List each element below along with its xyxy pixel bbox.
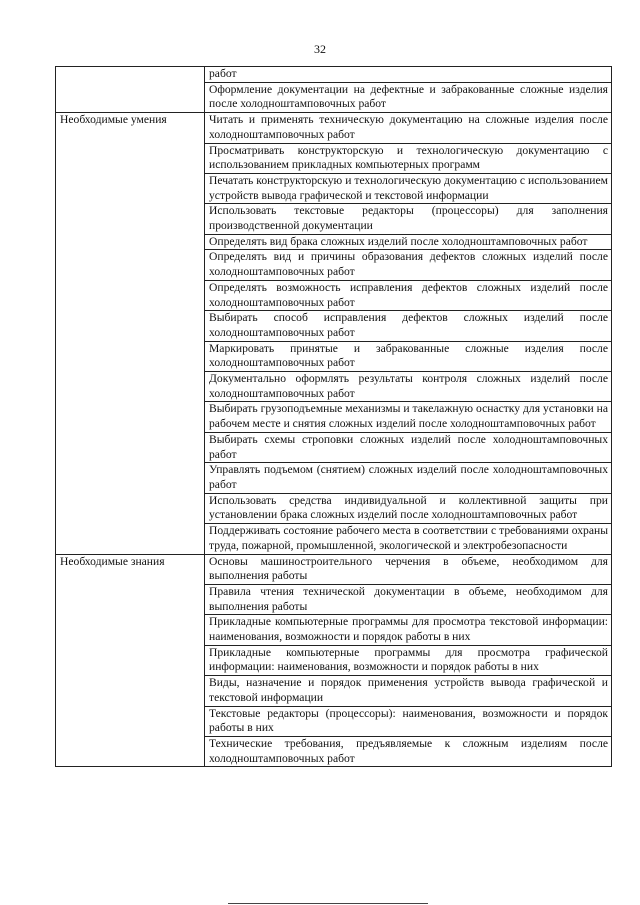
table-row [56,554,612,584]
table-row [56,67,612,83]
requirement-text: работ [205,67,612,83]
requirement-text: Документально оформлять результаты контроля сложных изделий после холодноштамповочных работ [205,372,612,402]
requirement-text: Выбирать способ исправления дефектов сложных изделий после холодноштамповочных работ [205,311,612,341]
requirement-text: Просматривать конструкторскую и технологическую документацию с использованием прикладных компьютерных программ [205,143,612,173]
requirement-text: Текстовые редакторы (процессоры): наименования, возможности и порядок работы в них [205,706,612,736]
requirement-text: Оформление документации на дефектные и забракованные сложные изделия после холодноштамповочных работ [205,82,612,112]
requirement-text: Выбирать схемы строповки сложных изделий после холодноштамповочных работ [205,432,612,462]
requirement-text: Использовать средства индивидуальной и коллективной защиты при установлении брака сложных изделий после холодноштамповочных работ [205,493,612,523]
table-row [56,113,612,143]
requirement-text: Технические требования, предъявляемые к сложным изделиям после холодноштамповочных работ [205,736,612,766]
page-bottom-rule [228,903,428,904]
requirement-text: Управлять подъемом (снятием) сложных изделий после холодноштамповочных работ [205,463,612,493]
section-label: Необходимые умения [56,113,205,554]
requirements-table [55,66,612,767]
requirement-text: Маркировать принятые и забракованные сложные изделия после холодноштамповочных работ [205,341,612,371]
requirement-text: Выбирать грузоподъемные механизмы и такелажную оснастку для установки на рабочем месте и снятия сложных изделий после холодноштамповочных работ [205,402,612,432]
requirement-text: Определять возможность исправления дефектов сложных изделий после холодноштамповочных работ [205,280,612,310]
requirement-text: Определять вид брака сложных изделий после холодноштамповочных работ [205,234,612,250]
requirement-text: Читать и применять техническую документацию на сложные изделия после холодноштамповочных работ [205,113,612,143]
section-label [56,67,205,113]
requirement-text: Прикладные компьютерные программы для просмотра текстовой информации: наименования, возможности и порядок работы в них [205,615,612,645]
requirement-text: Определять вид и причины образования дефектов сложных изделий после холодноштамповочных работ [205,250,612,280]
requirement-text: Основы машиностроительного черчения в объеме, необходимом для выполнения работы [205,554,612,584]
requirement-text: Виды, назначение и порядок применения устройств вывода графической и текстовой информации [205,676,612,706]
page-number: 32 [314,42,326,56]
requirement-text: Правила чтения технической документации в объеме, необходимом для выполнения работы [205,584,612,614]
requirement-text: Поддерживать состояние рабочего места в соответствии с требованиями охраны труда, пожарной, промышленной, экологической и электробезопасности [205,524,612,554]
requirement-text: Печатать конструкторскую и технологическую документацию с использованием устройств вывода графической и текстовой информации [205,173,612,203]
requirement-text: Прикладные компьютерные программы для просмотра графической информации: наименования, возможности и порядок работы в них [205,645,612,675]
section-label: Необходимые знания [56,554,205,767]
requirement-text: Использовать текстовые редакторы (процессоры) для заполнения производственной документации [205,204,612,234]
